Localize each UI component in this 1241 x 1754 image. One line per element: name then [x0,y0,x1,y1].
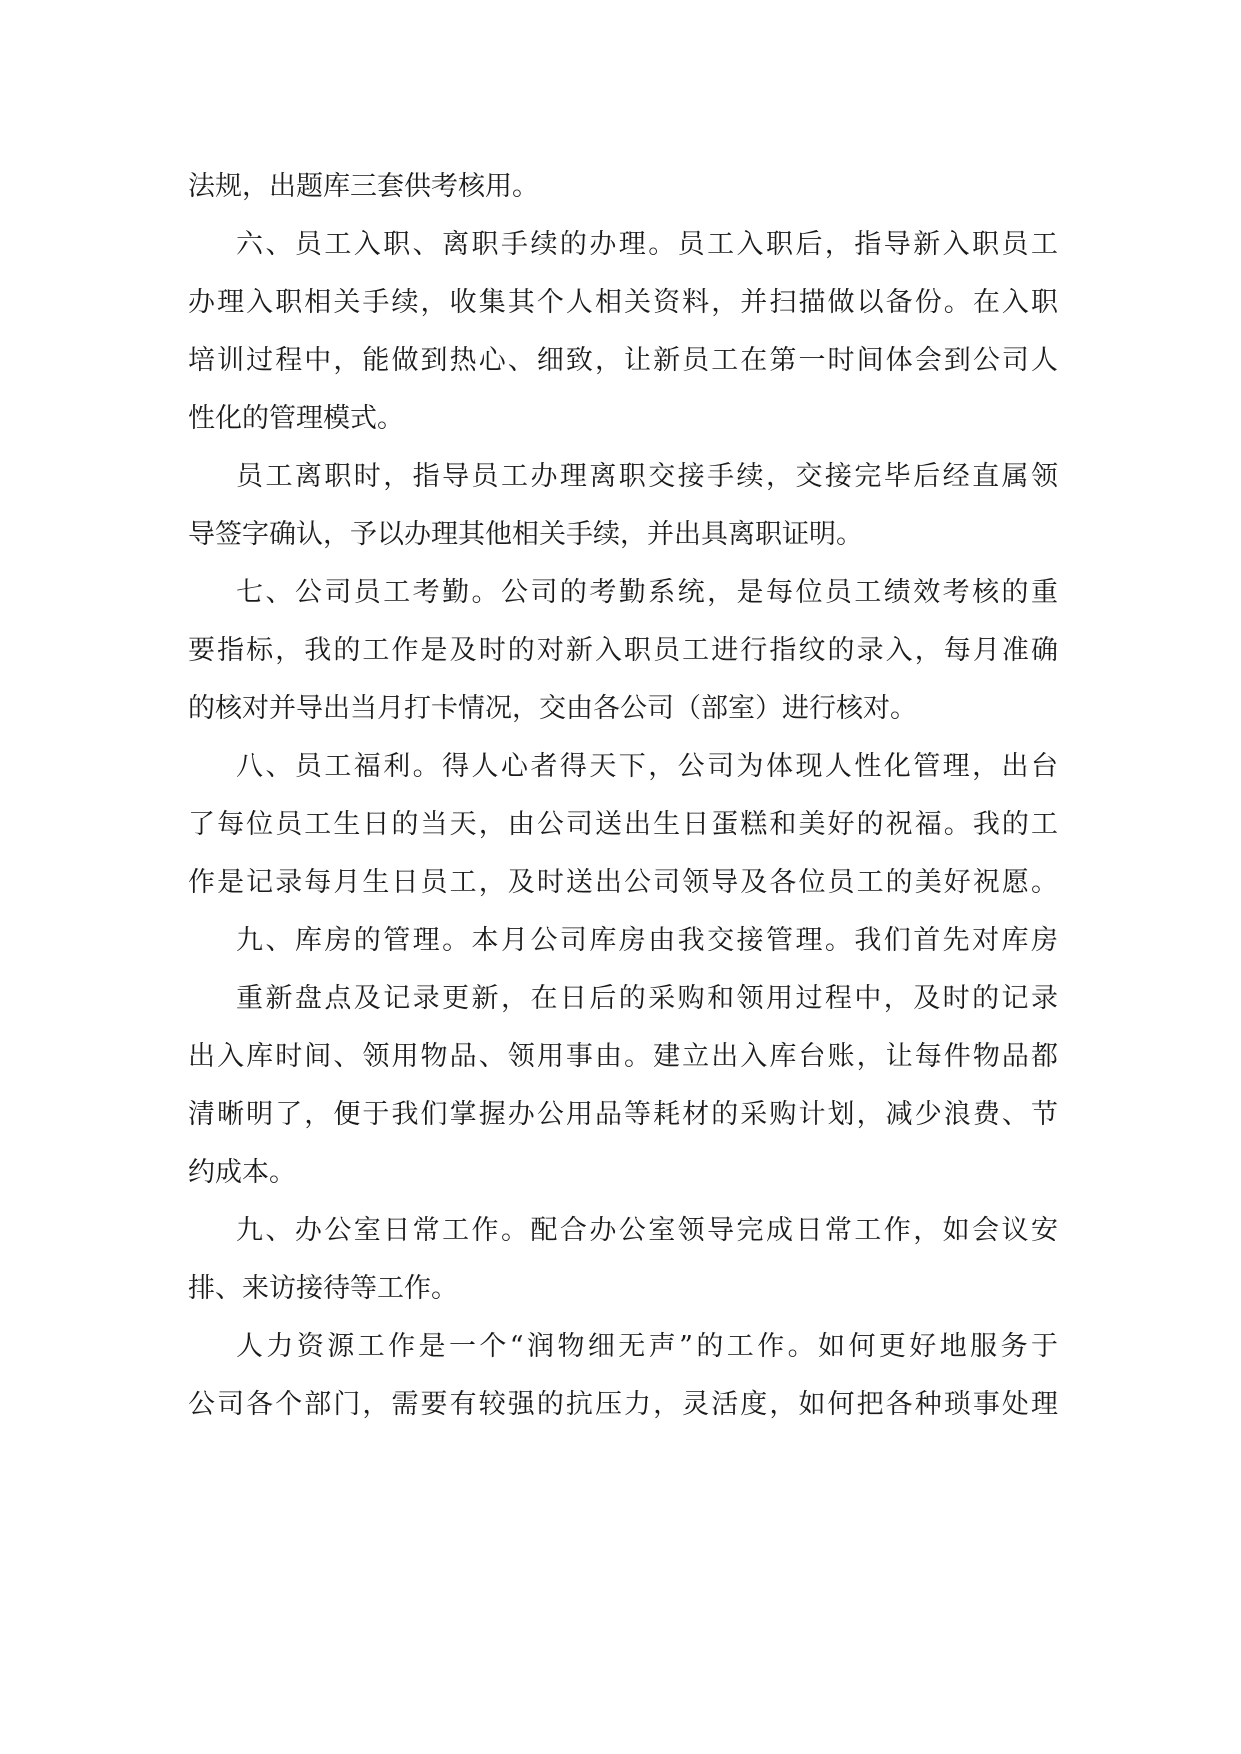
text-line: 八、员工福利。得人心者得天下，公司为体现人性化管理，出台 [236,751,1058,782]
text-line: 的核对并导出当月打卡情况，交由各公司（部室）进行核对。 [188,693,917,724]
paragraph-6 [188,970,1058,1202]
text-line: 九、库房的管理。本月公司库房由我交接管理。我们首先对库房 [236,925,1058,956]
text-line: 人力资源工作是一个“润物细无声”的工作。如何更好地服务于 [236,1331,1058,1362]
text-line: 约成本。 [188,1157,296,1188]
text-line: 重新盘点及记录更新，在日后的采购和领用过程中，及时的记录 [236,983,1058,1014]
text-line: 公司各个部门，需要有较强的抗压力，灵活度，如何把各种琐事处理 [188,1389,1058,1420]
text-line: 员工离职时，指导员工办理离职交接手续，交接完毕后经直属领 [236,461,1058,492]
text-line: 排、来访接待等工作。 [188,1273,458,1304]
text-line: 六、员工入职、离职手续的办理。员工入职后，指导新入职员工 [236,229,1058,260]
text-line: 法规，出题库三套供考核用。 [188,171,539,202]
paragraph-8 [188,1318,1058,1434]
paragraph-5 [188,912,1058,970]
paragraph-7 [188,1202,1058,1318]
paragraph-1 [188,216,1058,448]
paragraph-3 [188,564,1058,738]
text-line: 培训过程中，能做到热心、细致，让新员工在第一时间体会到公司人 [188,345,1058,376]
paragraph-4 [188,738,1058,912]
text-line: 要指标，我的工作是及时的对新入职员工进行指纹的录入，每月准确 [188,635,1058,666]
paragraph-2 [188,448,1058,564]
text-line: 九、办公室日常工作。配合办公室领导完成日常工作，如会议安 [236,1215,1058,1246]
text-line: 导签字确认，予以办理其他相关手续，并出具离职证明。 [188,519,863,550]
text-line: 作是记录每月生日员工，及时送出公司领导及各位员工的美好祝愿。 [188,867,1058,898]
text-line: 办理入职相关手续，收集其个人相关资料，并扫描做以备份。在入职 [188,287,1058,318]
text-line: 清晰明了，便于我们掌握办公用品等耗材的采购计划，减少浪费、节 [188,1099,1058,1130]
text-line: 出入库时间、领用物品、领用事由。建立出入库台账，让每件物品都 [188,1041,1058,1072]
text-line: 七、公司员工考勤。公司的考勤系统，是每位员工绩效考核的重 [236,577,1058,608]
text-line: 了每位员工生日的当天，由公司送出生日蛋糕和美好的祝福。我的工 [188,809,1058,840]
paragraph-0 [188,158,1058,216]
document-body [188,158,1058,1434]
text-line: 性化的管理模式。 [188,403,404,434]
